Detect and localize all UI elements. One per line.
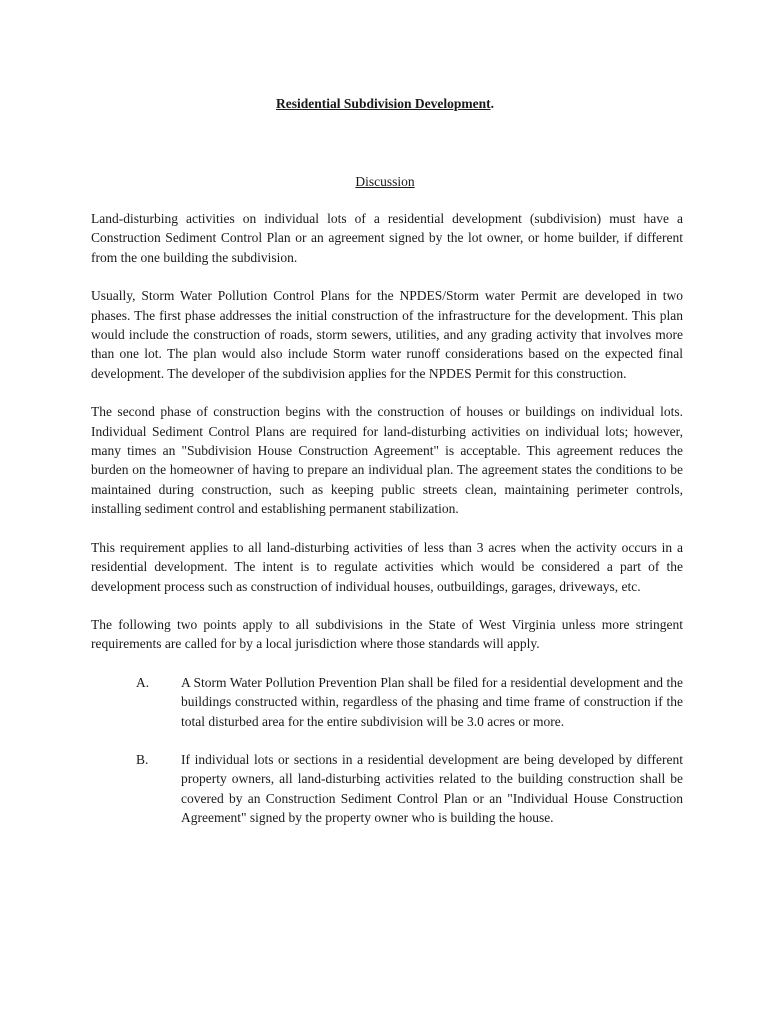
list-marker-b: B. [136, 751, 149, 767]
section-heading: Discussion [355, 174, 415, 189]
paragraph-4: This requirement applies to all land-disturbing activities of less than 3 acres when the activity occurs in a residential development. The intent is to regulate activities which would be considered a part of the development process such as construction of individual houses, outbuildings, garages, driveways, etc. [91, 539, 683, 594]
paragraph-5: The following two points apply to all subdivisions in the State of West Virginia unless more stringent requirements are called for by a local jurisdiction where those standards will apply. [91, 616, 683, 652]
list-item-a [91, 673, 683, 731]
points-list [91, 673, 683, 828]
list-item-b [91, 750, 683, 828]
paragraph-1: Land-disturbing activities on individual lots of a residential development (subdivision) must have a Construction Sediment Control Plan or an agreement signed by the lot owner, or home builder, if different from the one building the subdivision. [91, 211, 683, 265]
document-title-text: Residential Subdivision Development [276, 96, 491, 111]
list-text-a: A Storm Water Pollution Prevention Plan shall be filed for a residential development and the buildings constructed within, regardless of the phasing and time frame of construction if the total disturbed area for the entire subdivision will be 3.0 acres or more. [181, 674, 683, 729]
list-marker-a: A. [136, 674, 150, 690]
paragraph-2: Usually, Storm Water Pollution Control Plans for the NPDES/Storm water Permit are developed in two phases. The first phase addresses the initial construction of the infrastructure for the development. This plan would include the construction of roads, storm sewers, utilities, and any grading activity that involves more than one lot. The plan would also include Storm water runoff considerations based on the expected final development. The developer of the subdivision applies for the NPDES Permit for this construction. [91, 288, 683, 381]
document-title [0, 95, 770, 113]
list-text-b: If individual lots or sections in a residential development are being developed by different property owners, all land-disturbing activities related to the building construction shall be covered by an Construction Sediment Control Plan or an "Individual House Construction Agreement" signed by the property owner who is building the house. [181, 751, 683, 826]
document-title-period: . [490, 96, 494, 111]
document-body [91, 209, 683, 847]
paragraph-3: The second phase of construction begins with the construction of houses or buildings on individual lots. Individual Sediment Control Plans are required for land-disturbing activities on individual lots; however, many times an "Subdivision House Construction Agreement" is acceptable. This agreement reduces the burden on the homeowner of having to prepare an individual plan. The agreement states the conditions to be maintained during construction, such as keeping public streets clean, maintaining perimeter controls, installing sediment control and establishing permanent stabilization. [91, 404, 683, 517]
